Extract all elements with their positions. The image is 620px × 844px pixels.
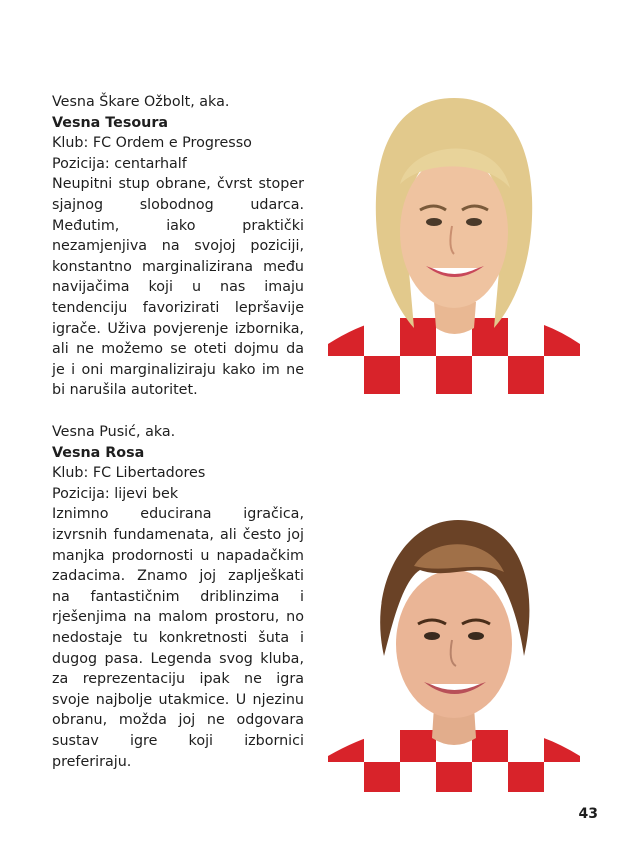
alias-line: Vesna Škare Ožbolt, aka.	[52, 94, 230, 110]
player-name: Vesna Rosa	[52, 444, 145, 461]
portrait-blonde-player	[328, 92, 580, 394]
club-line: Klub: FC Ordem e Progresso	[52, 135, 252, 152]
page-number: 43	[578, 806, 598, 822]
player-name: Vesna Tesoura	[52, 114, 169, 131]
player-description: Iznimno educirana igračica, izvrsnih fundamenata, ali često joj manjka prodornosti u napadačkim zadacima. Znamo joj zaplješkati na fantastičnim driblinzima i rješenjima na malom prostoru, no nedostaje tu konkretnosti šuta i dugog pasa. Legenda svog kluba, za reprezentaciju ipak ne igra svoje najbolje utakmice. U njezinu obranu, možda joj ne odgovara sustav igre koji izbornici preferiraju.	[52, 506, 304, 770]
alias-line: Vesna Pusić, aka.	[52, 424, 176, 440]
player-entry-2	[52, 422, 304, 772]
position-line: Pozicija: lijevi bek	[52, 485, 179, 502]
portrait-dark-haired-player	[328, 506, 580, 792]
player-description: Neupitni stup obrane, čvrst stoper sjajnog slobodnog udarca. Međutim, iako praktički nezamjenjiva na svojoj poziciji, konstantno marginalizirana među navijačima koji u nas imaju tendenciju favorizirati lepršavije igrače. Uživa povjerenje izbornika, ali ne možemo se oteti dojmu da je i oni marginaliziraju kako im ne bi narušila autoritet.	[52, 176, 304, 399]
club-line: Klub: FC Libertadores	[52, 465, 206, 482]
position-line: Pozicija: centarhalf	[52, 155, 187, 172]
player-entry-1	[52, 92, 304, 401]
